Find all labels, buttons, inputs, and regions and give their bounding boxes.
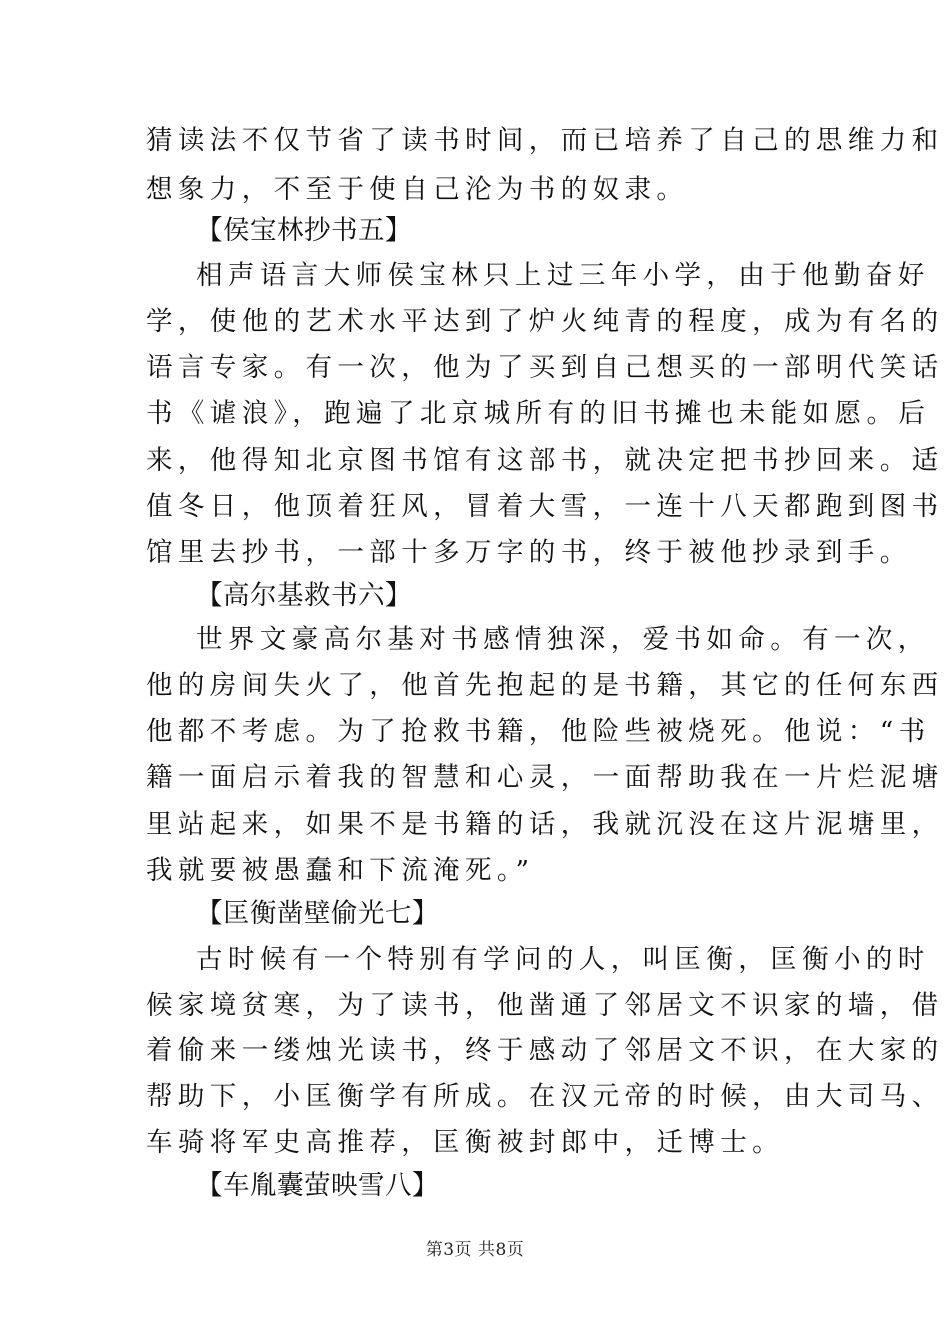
paragraph-line: 古时候有一个特别有学问的人，叫匡衡，匡衡小的时 [196, 944, 930, 975]
paragraph-line: 学，使他的艺术水平达到了炉火纯青的程度，成为有名的 [146, 306, 944, 337]
paragraph-line: 想象力，不至于使自己沦为书的奴隶。 [146, 174, 689, 205]
paragraph-line: 帮助下，小匡衡学有所成。在汉元帝的时候，由大司马、 [146, 1081, 944, 1112]
paragraph-line: 他都不考虑。为了抢救书籍，他险些被烧死。他说：“书 [146, 716, 931, 747]
paragraph-line: 相声语言大师侯宝林只上过三年小学，由于他勤奋好 [196, 260, 930, 291]
paragraph-line: 书《谑浪》，跑遍了北京城所有的旧书摊也未能如愿。后 [146, 398, 931, 429]
paragraph-line: 值冬日，他顶着狂风，冒着大雪，一连十八天都跑到图书 [146, 491, 944, 522]
paragraph-line: 候家境贫寒，为了读书，他凿通了邻居文不识家的墙，借 [146, 990, 944, 1021]
section-heading: 【匡衡凿壁偷光七】 [196, 898, 439, 929]
paragraph-line: 车骑将军史高推荐，匡衡被封郎中，迁博士。 [146, 1127, 784, 1158]
paragraph-line: 他的房间失火了，他首先抱起的是书籍，其它的任何东西 [146, 670, 944, 701]
paragraph-line: 着偷来一缕烛光读书，终于感动了邻居文不识，在大家的 [146, 1035, 944, 1066]
paragraph-line: 我就要被愚蠢和下流淹死。” [146, 855, 535, 886]
page-number: 第3页 共8页 [425, 1240, 525, 1260]
section-heading: 【车胤囊萤映雪八】 [196, 1170, 439, 1201]
paragraph-line: 猜读法不仅节省了读书时间，而已培养了自己的思维力和 [146, 125, 944, 156]
paragraph-line: 籍一面启示着我的智慧和心灵，一面帮助我在一片烂泥塘 [146, 762, 944, 793]
paragraph-line: 语言专家。有一次，他为了买到自己想买的一部明代笑话 [146, 352, 944, 383]
paragraph-line: 里站起来，如果不是书籍的话，我就沉没在这片泥塘里， [146, 809, 944, 840]
paragraph-line: 来，他得知北京图书馆有这部书，就决定把书抄回来。适 [146, 445, 944, 476]
paragraph-line: 世界文豪高尔基对书感情独深，爱书如命。有一次， [196, 624, 930, 655]
section-heading: 【高尔基救书六】 [196, 580, 412, 611]
section-heading: 【侯宝林抄书五】 [196, 215, 412, 246]
paragraph-line: 馆里去抄书，一部十多万字的书，终于被他抄录到手。 [146, 537, 912, 568]
